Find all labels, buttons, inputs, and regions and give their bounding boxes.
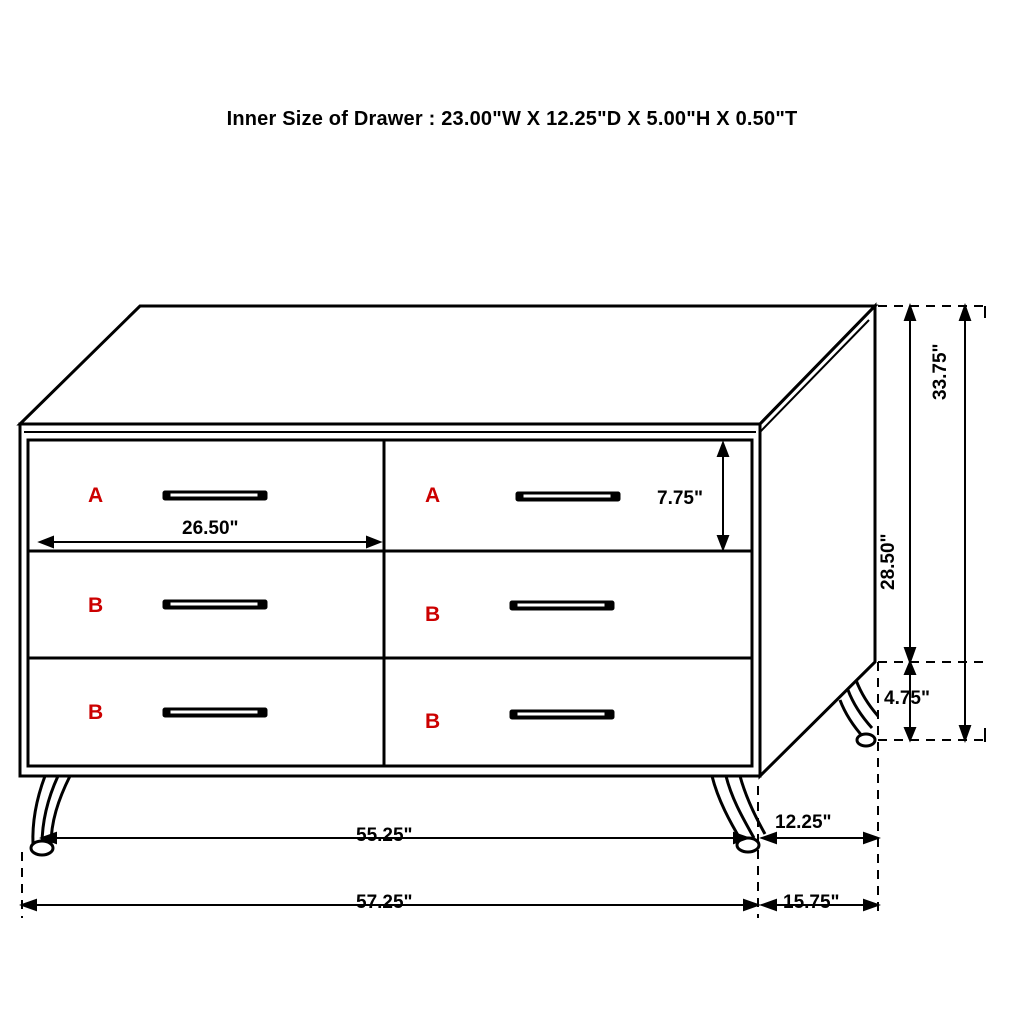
dim-cabinet-width: 55.25" xyxy=(356,825,413,846)
drawer-label-middle-right: B xyxy=(425,603,441,626)
drawer-label-top-right: A xyxy=(425,484,441,507)
drawer-label-middle-left: B xyxy=(88,594,104,617)
dim-leg-height: 4.75" xyxy=(884,688,930,709)
dim-depth-total: 15.75" xyxy=(783,892,840,913)
dim-overall-width: 57.25" xyxy=(356,892,413,913)
drawer-label-bottom-left: B xyxy=(88,701,104,724)
drawer-label-top-left: A xyxy=(88,484,104,507)
cabinet-front-face xyxy=(20,424,760,776)
page-title: Inner Size of Drawer : 23.00"W X 12.25"D X 5.00"H X 0.50"T xyxy=(226,108,798,130)
dim-overall-height: 33.75" xyxy=(930,343,951,400)
cabinet-top-surface xyxy=(20,306,875,424)
dim-depth-front: 12.25" xyxy=(775,812,832,833)
dim-drawer-width: 26.50" xyxy=(182,518,239,539)
dim-cabinet-height: 28.50" xyxy=(878,533,899,590)
dim-drawer-height: 7.75" xyxy=(657,488,703,509)
drawer-label-bottom-right: B xyxy=(425,710,441,733)
